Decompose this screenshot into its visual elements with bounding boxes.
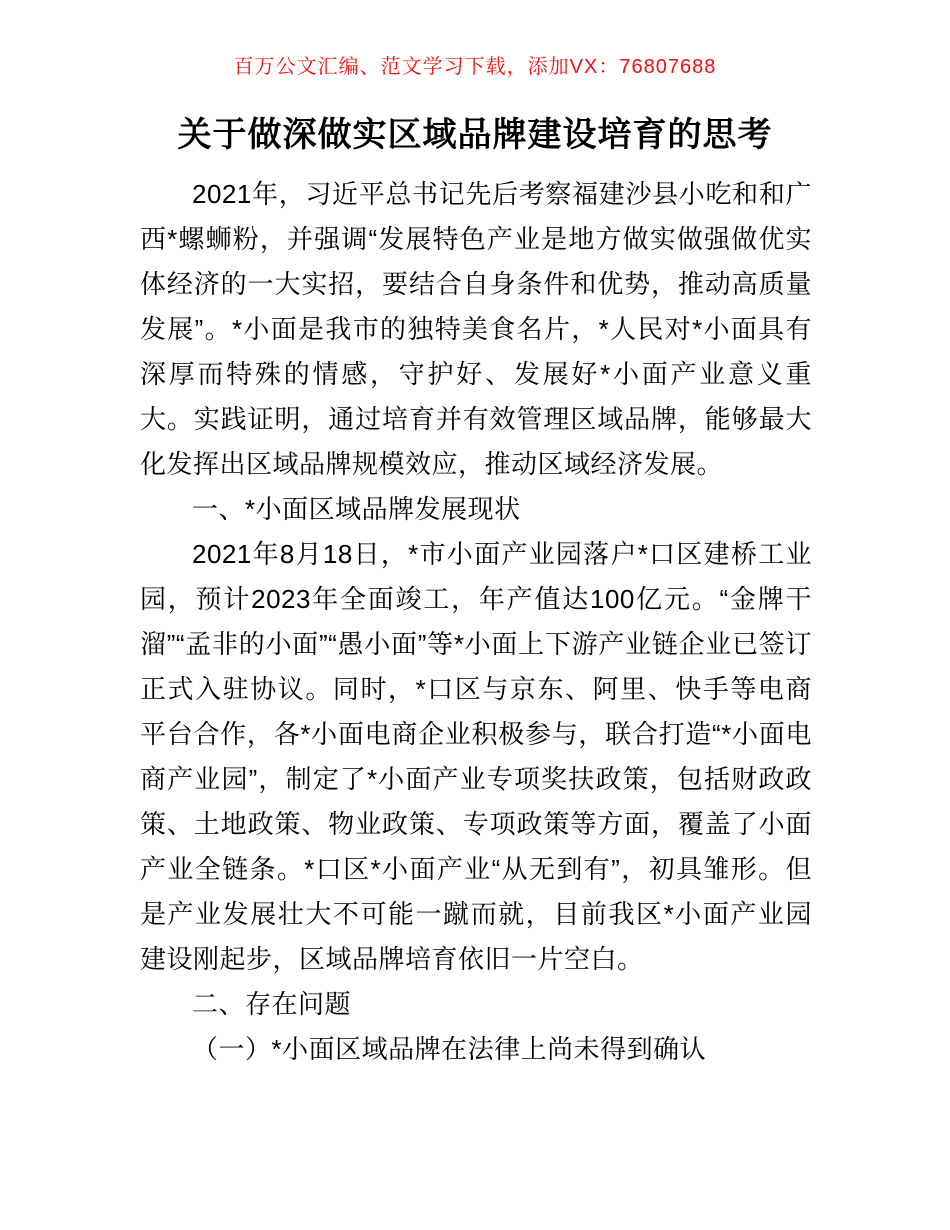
promo-banner: 百万公文汇编、范文学习下载，添加VX：76807688 <box>233 56 717 78</box>
paragraph-intro: 2021年，习近平总书记先后考察福建沙县小吃和和广西*螺蛳粉，并强调“发展特色产业是地方做实做强做优实体经济的一大实招，要结合自身条件和优势，推动高质量发展”。*小面是我市的独特美食名片，*人民对*小面具有深厚而特殊的情感，守护好、发展好*小面产业意义重大。实践证明，通过培育并有效管理区域品牌，能够最大化发挥出区域品牌规模效应，推动区域经济发展。 <box>140 179 812 479</box>
document-body <box>140 172 812 1072</box>
paragraph-status: 2021年8月18日，*市小面产业园落户*口区建桥工业园，预计2023年全面竣工，年产值达100亿元。“金牌干溜”“孟非的小面”“愚小面”等*小面上下游产业链企业已签订正式入驻协议。同时，*口区与京东、阿里、快手等电商平台合作，各*小面电商企业积极参与，联合打造“*小面电商产业园”，制定了*小面产业专项奖扶政策，包括财政政策、土地政策、物业政策、专项政策等方面，覆盖了小面产业全链条。*口区*小面产业“从无到有”，初具雏形。但是产业发展壮大不可能一蹴而就，目前我区*小面产业园建设刚起步，区域品牌培育依旧一片空白。 <box>140 539 812 974</box>
section-heading-2: 二、存在问题 <box>192 989 352 1019</box>
section-heading-1: 一、*小面区域品牌发展现状 <box>192 494 521 524</box>
document-title: 关于做深做实区域品牌建设培育的思考 <box>177 116 773 154</box>
sub-heading-2-1: （一）*小面区域品牌在法律上尚未得到确认 <box>192 1034 707 1064</box>
